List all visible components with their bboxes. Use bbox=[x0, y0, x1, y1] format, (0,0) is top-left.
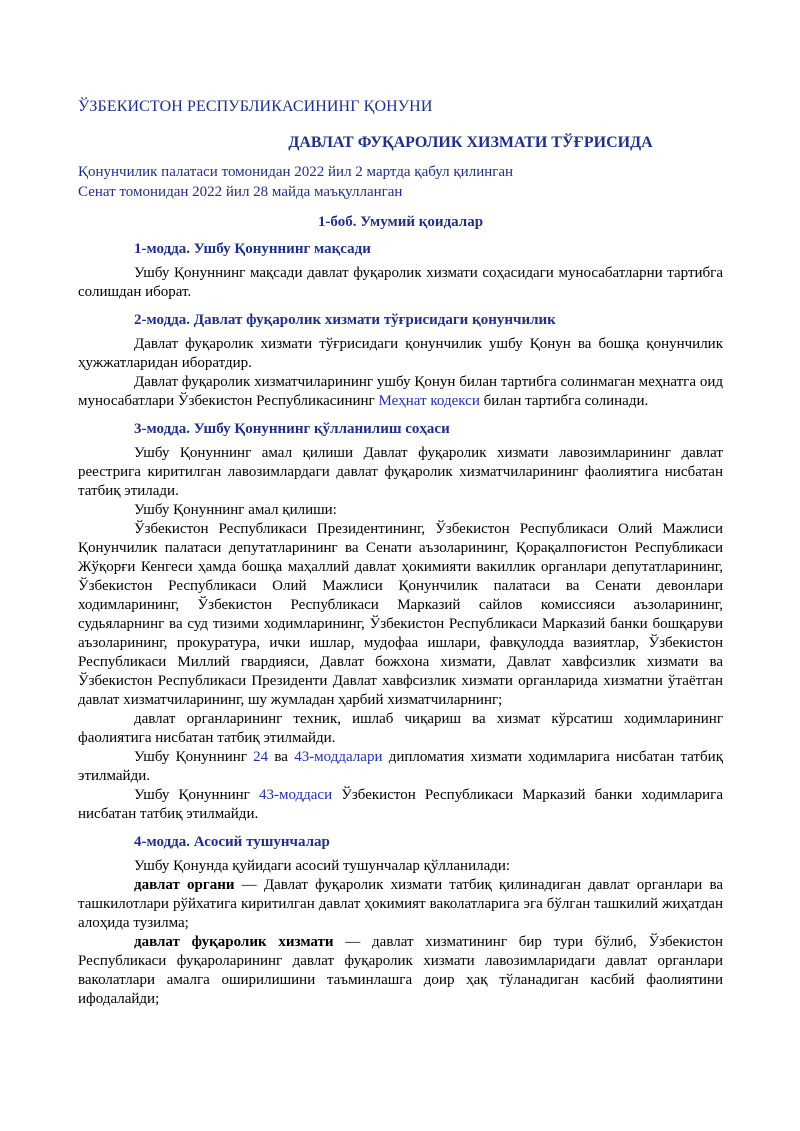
article-3-paragraph-4: давлат органларининг техник, ишлаб чиқариш ва хизмат кўрсатиш ходимларининг фаолиятига нисбатан татбиқ этилмайди. bbox=[78, 711, 723, 746]
definition-state-body bbox=[78, 876, 723, 933]
text: Ушбу Қонуннинг bbox=[134, 787, 259, 803]
text: билан тартибга солинади. bbox=[479, 393, 649, 409]
document-page bbox=[78, 98, 723, 1009]
text: ва bbox=[268, 749, 295, 765]
definition-text: — Давлат фуқаролик хизмати татбиқ қилинадиган давлат органлари ва ташкилотлари рўйхатига киритилган давлат ҳокимият ваколатларига эга бўлган ташкилий жиҳатдан алоҳида тузилма; bbox=[78, 877, 724, 931]
text: Давлат фуқаролик хизматчиларининг ушбу Қонун билан тартибга солинмаган меҳнатга оид муносабатлари Ўзбекистон Республикасининг bbox=[78, 374, 723, 409]
definition-text: — давлат хизматининг бир тури бўлиб, Ўзбекистон Республикаси фуқароларининг давлат фуқаролик хизмати лавозимларидаги давлат органлари ваколатлари амалга оширилишини таъминлашга доир ҳақ тўланадиган касбий фаолиятини ифодалайди; bbox=[78, 934, 724, 1007]
article-3-paragraph-2: Ушбу Қонуннинг амал қилиши: bbox=[134, 502, 337, 518]
law-title: ДАВЛАТ ФУҚАРОЛИК ХИЗМАТИ ТЎҒРИСИДА bbox=[288, 134, 653, 151]
article-3-paragraph-5 bbox=[78, 748, 723, 786]
article-1-paragraph: Ушбу Қонуннинг мақсади давлат фуқаролик хизмати соҳасидаги муносабатларни тартибга солишдан иборат. bbox=[78, 265, 723, 300]
article-4-paragraph-1: Ушбу Қонунда қуйидаги асосий тушунчалар қўлланилади: bbox=[134, 858, 511, 874]
term-civil-service: давлат фуқаролик хизмати bbox=[134, 934, 334, 950]
article-43-link[interactable]: 43-моддалари bbox=[294, 749, 383, 765]
article-1-title: 1-модда. Ушбу Қонуннинг мақсади bbox=[134, 241, 371, 257]
article-2-paragraph-2 bbox=[78, 373, 723, 411]
article-4-title: 4-модда. Асосий тушунчалар bbox=[134, 834, 330, 850]
text: Ўзбекистон Республикаси Марказий банки ходимларига нисбатан татбиқ этилмайди. bbox=[78, 787, 723, 822]
approval-note: Сенат томонидан 2022 йил 28 майда маъқулланган bbox=[78, 184, 403, 200]
article-43-link-2[interactable]: 43-моддаси bbox=[258, 787, 333, 803]
term-state-body: давлат органи bbox=[134, 877, 235, 893]
article-3-paragraph-6 bbox=[78, 786, 723, 824]
labor-code-link[interactable]: Меҳнат кодекси bbox=[378, 393, 480, 409]
article-3-paragraph-1: Ушбу Қонуннинг амал қилиши Давлат фуқаролик хизмати лавозимларининг давлат реестрига киритилган лавозимлардаги давлат фуқаролик хизматчиларининг фаолиятига нисбатан татбиқ этилади. bbox=[78, 445, 723, 499]
law-type-heading: ЎЗБЕКИСТОН РЕСПУБЛИКАСИНИНГ ҚОНУНИ bbox=[78, 98, 433, 115]
definition-civil-service bbox=[78, 933, 723, 1009]
article-24-link[interactable]: 24 bbox=[253, 749, 269, 765]
text: Ушбу Қонуннинг bbox=[134, 749, 254, 765]
text: дипломатия хизмати ходимларига нисбатан татбиқ этилмайди. bbox=[78, 749, 723, 784]
article-2-title: 2-модда. Давлат фуқаролик хизмати тўғрисидаги қонунчилик bbox=[134, 312, 556, 328]
adoption-note: Қонунчилик палатаси томонидан 2022 йил 2 мартда қабул қилинган bbox=[78, 164, 514, 180]
article-3-paragraph-3: Ўзбекистон Республикаси Президентининг, Ўзбекистон Республикаси Олий Мажлиси Қонунчилик палатаси депутатларининг ва Сенати аъзоларининг, Қорақалпоғистон Республикаси Жўқорғи Кенгеси ҳамда бошқа маҳаллий давлат ҳокимияти вакиллик органлари депутатларининг, Ўзбекистон Республикаси Олий Мажлиси Қонунчилик палатаси ва Сенати девонлари ходимларининг, Ўзбекистон Республикаси Марказий сайлов комиссияси аъзоларининг, судьяларнинг ва суд тизими ходимларининг, Ўзбекистон Республикаси Марказий банки бошқаруви аъзоларининг, прокуратура, ички ишлар, мудофаа ишлари, фавқулодда вазиятлар, Ўзбекистон Республикаси Миллий гвардияси, Давлат божхона хизмати, Давлат хавфсизлик хизмати ва Ўзбекистон Республикаси Президенти Давлат хавфсизлик хизмати органларида хизматни ўтаётган давлат хизматчиларининг, шу жумладан ҳарбий хизматчиларнинг; bbox=[78, 521, 723, 708]
chapter-heading: 1-боб. Умумий қоидалар bbox=[317, 214, 484, 230]
article-2-paragraph-1: Давлат фуқаролик хизмати тўғрисидаги қонунчилик ушбу Қонун ва бошқа қонунчилик ҳужжатларидан иборатдир. bbox=[78, 336, 723, 371]
article-3-title: 3-модда. Ушбу Қонуннинг қўлланилиш соҳаси bbox=[134, 421, 450, 437]
